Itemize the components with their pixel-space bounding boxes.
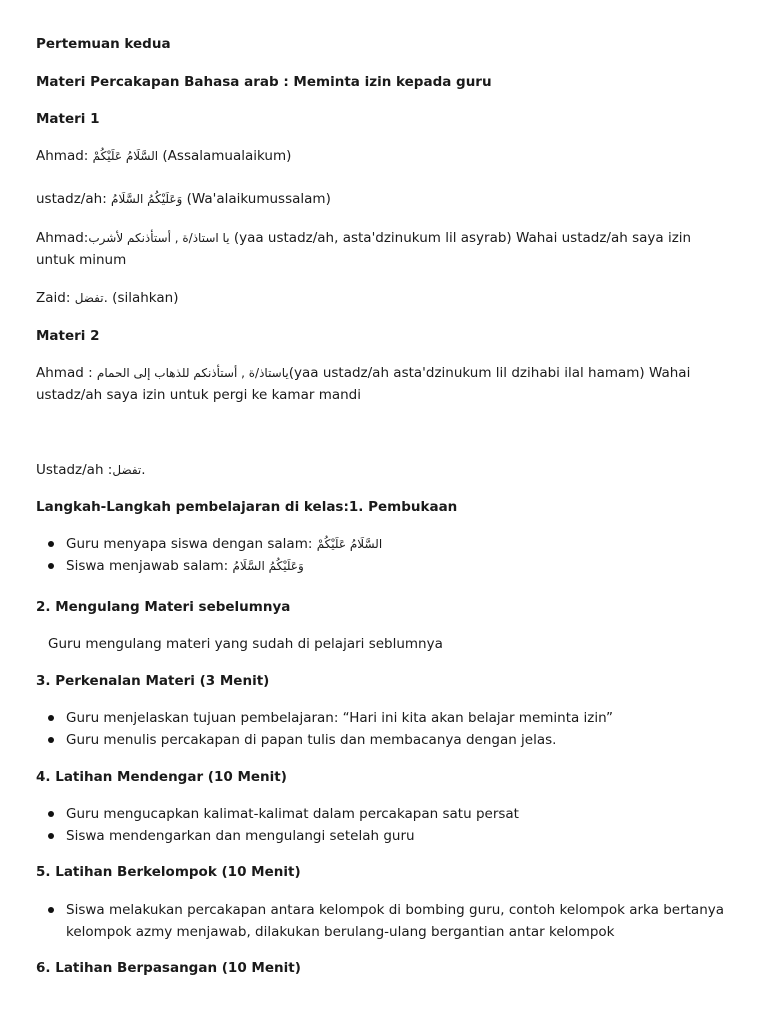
- latin-text: (Assalamualaikum): [162, 148, 292, 164]
- pembukaan-list: [48, 533, 382, 577]
- arabic-text: يا استاذ/ة , أستأذنكم لأشرب: [88, 231, 230, 245]
- step5-heading: 5. Latihan Berkelompok (10 Menit): [36, 864, 301, 880]
- step4-heading: 4. Latihan Mendengar (10 Menit): [36, 769, 287, 785]
- step3-heading: 3. Perkenalan Materi (3 Menit): [36, 673, 270, 689]
- materi2-heading: Materi 2: [36, 328, 100, 344]
- speaker-label: Ustadz/ah :: [36, 462, 113, 478]
- arabic-text: وَعَلَيْكُمُ السَّلَامُ: [232, 559, 304, 573]
- speaker-label: Zaid:: [36, 290, 71, 306]
- list-item: Guru menjelaskan tujuan pembelajaran: “Hari ini kita akan belajar meminta izin”: [48, 707, 613, 729]
- latin-text: (yaa ustadz/ah asta'dzinukum lil dzihabi ilal hamam) Wahai ustadz/ah saya izin untuk pergi ke kamar mandi: [36, 365, 691, 403]
- dialog-line: [36, 227, 726, 271]
- latin-text: .: [141, 462, 146, 478]
- step2-heading: 2. Mengulang Materi sebelumnya: [36, 599, 291, 615]
- step6-heading: 6. Latihan Berpasangan (10 Menit): [36, 960, 301, 976]
- document-title: Pertemuan kedua: [36, 36, 171, 52]
- arabic-text: ياستاذ/ة , أستأذنكم للذهاب إلى الحمام: [96, 366, 289, 380]
- list-item: Siswa melakukan percakapan antara kelompok di bombing guru, contoh kelompok arka bertanya kelompok azmy menjawab, dilakukan berulang-ulang bergantian antar kelompok: [48, 899, 736, 943]
- step3-list: [48, 707, 613, 751]
- step4-list: [48, 803, 519, 847]
- list-item-text: Guru menyapa siswa dengan salam:: [66, 536, 317, 552]
- speaker-label: Ahmad :: [36, 365, 93, 381]
- list-item: Siswa mendengarkan dan mengulangi setelah guru: [48, 825, 519, 847]
- step2-text: Guru mengulang materi yang sudah di pelajari seblumnya: [48, 636, 443, 652]
- arabic-text: تفضل: [112, 463, 142, 477]
- dialog-line: [36, 288, 178, 308]
- latin-text: (Wa'alaikumussalam): [186, 191, 331, 207]
- arabic-text: السَّلَامُ عَلَيْكُمْ: [92, 149, 159, 163]
- dialog-line: [36, 189, 331, 209]
- steps-heading: Langkah-Langkah pembelajaran di kelas:1. Pembukaan: [36, 499, 458, 515]
- list-item: Guru mengucapkan kalimat-kalimat dalam percakapan satu persat: [48, 803, 519, 825]
- latin-text: (yaa ustadz/ah, asta'dzinukum lil asyrab) Wahai ustadz/ah saya izin untuk minum: [36, 230, 692, 268]
- speaker-label: ustadz/ah:: [36, 191, 107, 207]
- arabic-text: تفضل: [74, 291, 104, 305]
- latin-text: . (silahkan): [103, 290, 179, 306]
- list-item: Guru menulis percakapan di papan tulis dan membacanya dengan jelas.: [48, 729, 613, 751]
- speaker-label: Ahmad:: [36, 148, 89, 164]
- document-subtitle: Materi Percakapan Bahasa arab : Meminta izin kepada guru: [36, 74, 492, 90]
- dialog-line: [36, 362, 726, 406]
- list-item: [48, 533, 382, 555]
- dialog-line: [36, 460, 146, 480]
- list-item: [48, 555, 382, 577]
- dialog-line: [36, 146, 291, 166]
- speaker-label: Ahmad:: [36, 230, 89, 246]
- step5-list: [48, 899, 736, 943]
- materi1-heading: Materi 1: [36, 111, 100, 127]
- list-item-text: Siswa menjawab salam:: [66, 558, 233, 574]
- arabic-text: وَعَلَيْكُمُ السَّلَامُ: [111, 192, 183, 206]
- arabic-text: السَّلَامُ عَلَيْكُمْ: [316, 537, 383, 551]
